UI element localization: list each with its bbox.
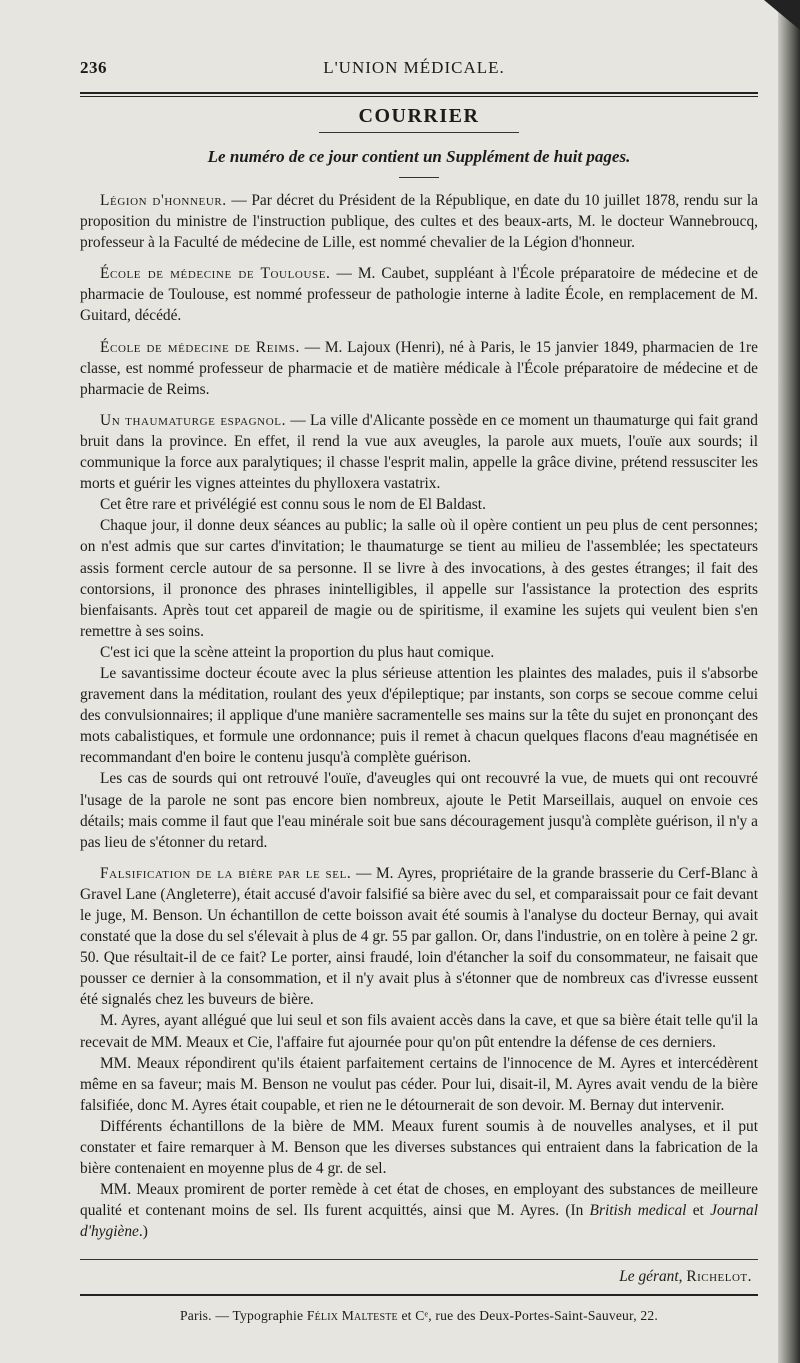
article-legion-honneur xyxy=(80,190,758,253)
article-paragraph: M. Ayres, ayant allégué que lui seul et son fils avaient accès dans la cave, et que sa bière était telle qu'il la recevait de MM. Meaux et Cie, l'affaire fut ajournée pour qu'on pût entendre la défense de ces derniers. xyxy=(80,1012,758,1051)
signature: Le gérant, Richelot. xyxy=(619,1267,752,1285)
section-title: COURRIER xyxy=(358,105,480,127)
journal-title: L'UNION MÉDICALE. xyxy=(323,58,505,77)
article-heading: Légion d'honneur. xyxy=(100,192,227,209)
article-ecole-toulouse xyxy=(80,263,758,326)
footer-rule xyxy=(80,1259,758,1260)
source-journal-hygiene: Journal d'hygiène xyxy=(80,1202,758,1241)
article-heading: Un thaumaturge espagnol. xyxy=(100,411,287,429)
article-ecole-reims xyxy=(80,337,758,400)
article-text: MM. Meaux promirent de porter remède à cet état de choses, en employant des substances de meilleure qualité et contenant moins de sel. Ils furent acquittés, ainsi que M. Ayres. (In xyxy=(80,1181,758,1220)
article-paragraph: Chaque jour, il donne deux séances au public; la salle où il opère contient un peu plus de cent personnes; on n'est admis que sur cartes d'invitation; le thaumaturge se tient au milieu de l'assemblée; les spectateurs assis forment cercle autour de sa personne. Il se livre à des invocations, à des gestes étranges; il fait des contorsions, il prononce des phrases inintelligibles, il appelle sur l'assistance la protection des esprits bienfaisants. Après tout cet appareil de magie ou de spiritisme, il examine les sujets qui veulent bien s'en remettre à ses soins. xyxy=(80,517,758,640)
article-text: — La ville d'Alicante possède en ce moment un thaumaturge qui fait grand bruit dans la province. En effet, il rend la vue aux aveugles, la parole aux muets, l'ouïe aux sourds; il communique la force aux paralytiques; il chasse l'esprit malin, appelle la grâce divine, prétend ressusciter les morts et guérir les vignes atteintes du phylloxera vastatrix. xyxy=(80,411,758,493)
article-paragraph-last xyxy=(80,1179,758,1242)
article-heading: École de médecine de Toulouse. xyxy=(100,265,331,283)
page-binding-edge xyxy=(778,0,800,1363)
source-join: et xyxy=(686,1202,711,1220)
supplement-rule xyxy=(399,177,439,178)
article-text: — Par décret du Président de la République, en date du 10 juillet 1878, rendu sur la proposition du ministre de l'instruction publique, des cultes et des beaux-arts, M. le docteur Wannebroucq, professeur à la Faculté de médecine de Lille, est nommé chevalier de la Légion d'honneur. xyxy=(80,192,758,252)
article-paragraph: Cet être rare et privélégié est connu sous le nom de El Baldast. xyxy=(100,496,486,514)
article-text: — M. Lajoux (Henri), né à Paris, le 15 janvier 1849, pharmacien de 1re classe, est nommé professeur de pharmacie et de matière médicale à l'École préparatoire de médecine et de pharmacie de Reims. xyxy=(80,338,758,398)
running-header xyxy=(80,58,758,88)
page-number: 236 xyxy=(80,58,107,77)
article-paragraph: C'est ici que la scène atteint la proportion du plus haut comique. xyxy=(100,643,495,661)
imprint-printer: Félix Malteste xyxy=(306,1307,398,1323)
article-heading: Falsification de la bière par le sel. xyxy=(100,864,352,882)
article-text: — M. Ayres, propriétaire de la grande brasserie du Cerf-Blanc à Gravel Lane (Angleterre), était accusé d'avoir falsifié sa bière avec du sel, et comparaissait pour ce fait devant le juge, M. Benson. Un échantillon de cette boisson avait été soumis à l'analyse du docteur Bernay, qui avait constaté que la dose du sel s'élevait à plus de 4 gr. 55 par gallon. Or, dans l'industrie, on en tolère à peine 2 gr. 50. Que résultait-il de ce fait? Le porter, ainsi fraudé, loin d'étancher la soif du consommateur, ne faisait que pousser ce dernier à la consommation, et il n'y avait plus à s'étonner que de nombreux cas d'ivresse eussent été signalés chez les buveurs de bière. xyxy=(80,864,758,1009)
article-paragraph: MM. Meaux répondirent qu'ils étaient parfaitement certains de l'innocence de M. Ayres et intercédèrent même en sa faveur; mais M. Benson ne voulut pas céder. Pour lui, disait-il, M. Ayres avait vendu de la bière falsifiée, donc M. Ayres était coupable, et rien ne le détournerait de son devoir. M. Bernay dut intervenir. xyxy=(80,1054,758,1114)
source-end: .) xyxy=(138,1223,148,1241)
article-paragraph: Le savantissime docteur écoute avec la plus sérieuse attention les plaintes des malades, puis il s'absorbe gravement dans la méditation, roulant des yeux d'épileptique; par instants, son corps se secoue comme celui des convulsionnaires; il applique d'une manière sacramentelle ses mains sur la tête du sujet en prononçant des mots cabalistiques, et formule une ordonnance; puis il remet à chacun quelques flacons d'eau magnétisée en recommandant d'en boire le contenu jusqu'à complète guérison. xyxy=(80,664,758,767)
article-paragraph: Les cas de sourds qui ont retrouvé l'ouïe, d'aveugles qui ont recouvré la vue, de muets qui ont recouvré l'usage de la parole ne sont pas encore bien nombreux, ajoute le Petit Marseillais, auquel on envoie ces détails; mais comme il faut que l'eau minérale soit bue sans découragement jusqu'à complète guérison, il n'y a pas lieu de s'étonner du retard. xyxy=(80,770,758,851)
signature-name: Richelot. xyxy=(686,1267,752,1285)
article-thaumaturge xyxy=(80,410,758,494)
imprint-rest: et Cᵉ, rue des Deux-Portes-Saint-Sauveur, 22. xyxy=(397,1307,659,1323)
imprint-rule xyxy=(80,1294,758,1296)
article-paragraph: Différents échantillons de la bière de MM. Meaux furent soumis à de nouvelles analyses, et il put constater et faire remarquer à M. Benson que les diverses substances qui entraient dans la fabrication de la bière contenaient en moyenne plus de 4 gr. de sel. xyxy=(80,1117,758,1178)
article-biere xyxy=(80,863,758,1011)
title-rule xyxy=(319,132,519,133)
header-rule xyxy=(80,92,758,97)
article-text: — M. Caubet, suppléant à l'École préparatoire de médecine et de pharmacie de Toulouse, est nommé professeur de pathologie interne à ladite École, en remplacement de M. Guitard, décédé. xyxy=(80,265,758,325)
signature-role: Le gérant xyxy=(619,1267,679,1285)
imprint-city: Paris. — Typographie xyxy=(179,1307,307,1323)
supplement-note: Le numéro de ce jour contient un Supplément de huit pages. xyxy=(207,147,631,166)
article-heading: École de médecine de Reims. xyxy=(100,338,300,356)
imprint xyxy=(80,1308,758,1324)
source-british-medical: British medical xyxy=(589,1202,687,1220)
